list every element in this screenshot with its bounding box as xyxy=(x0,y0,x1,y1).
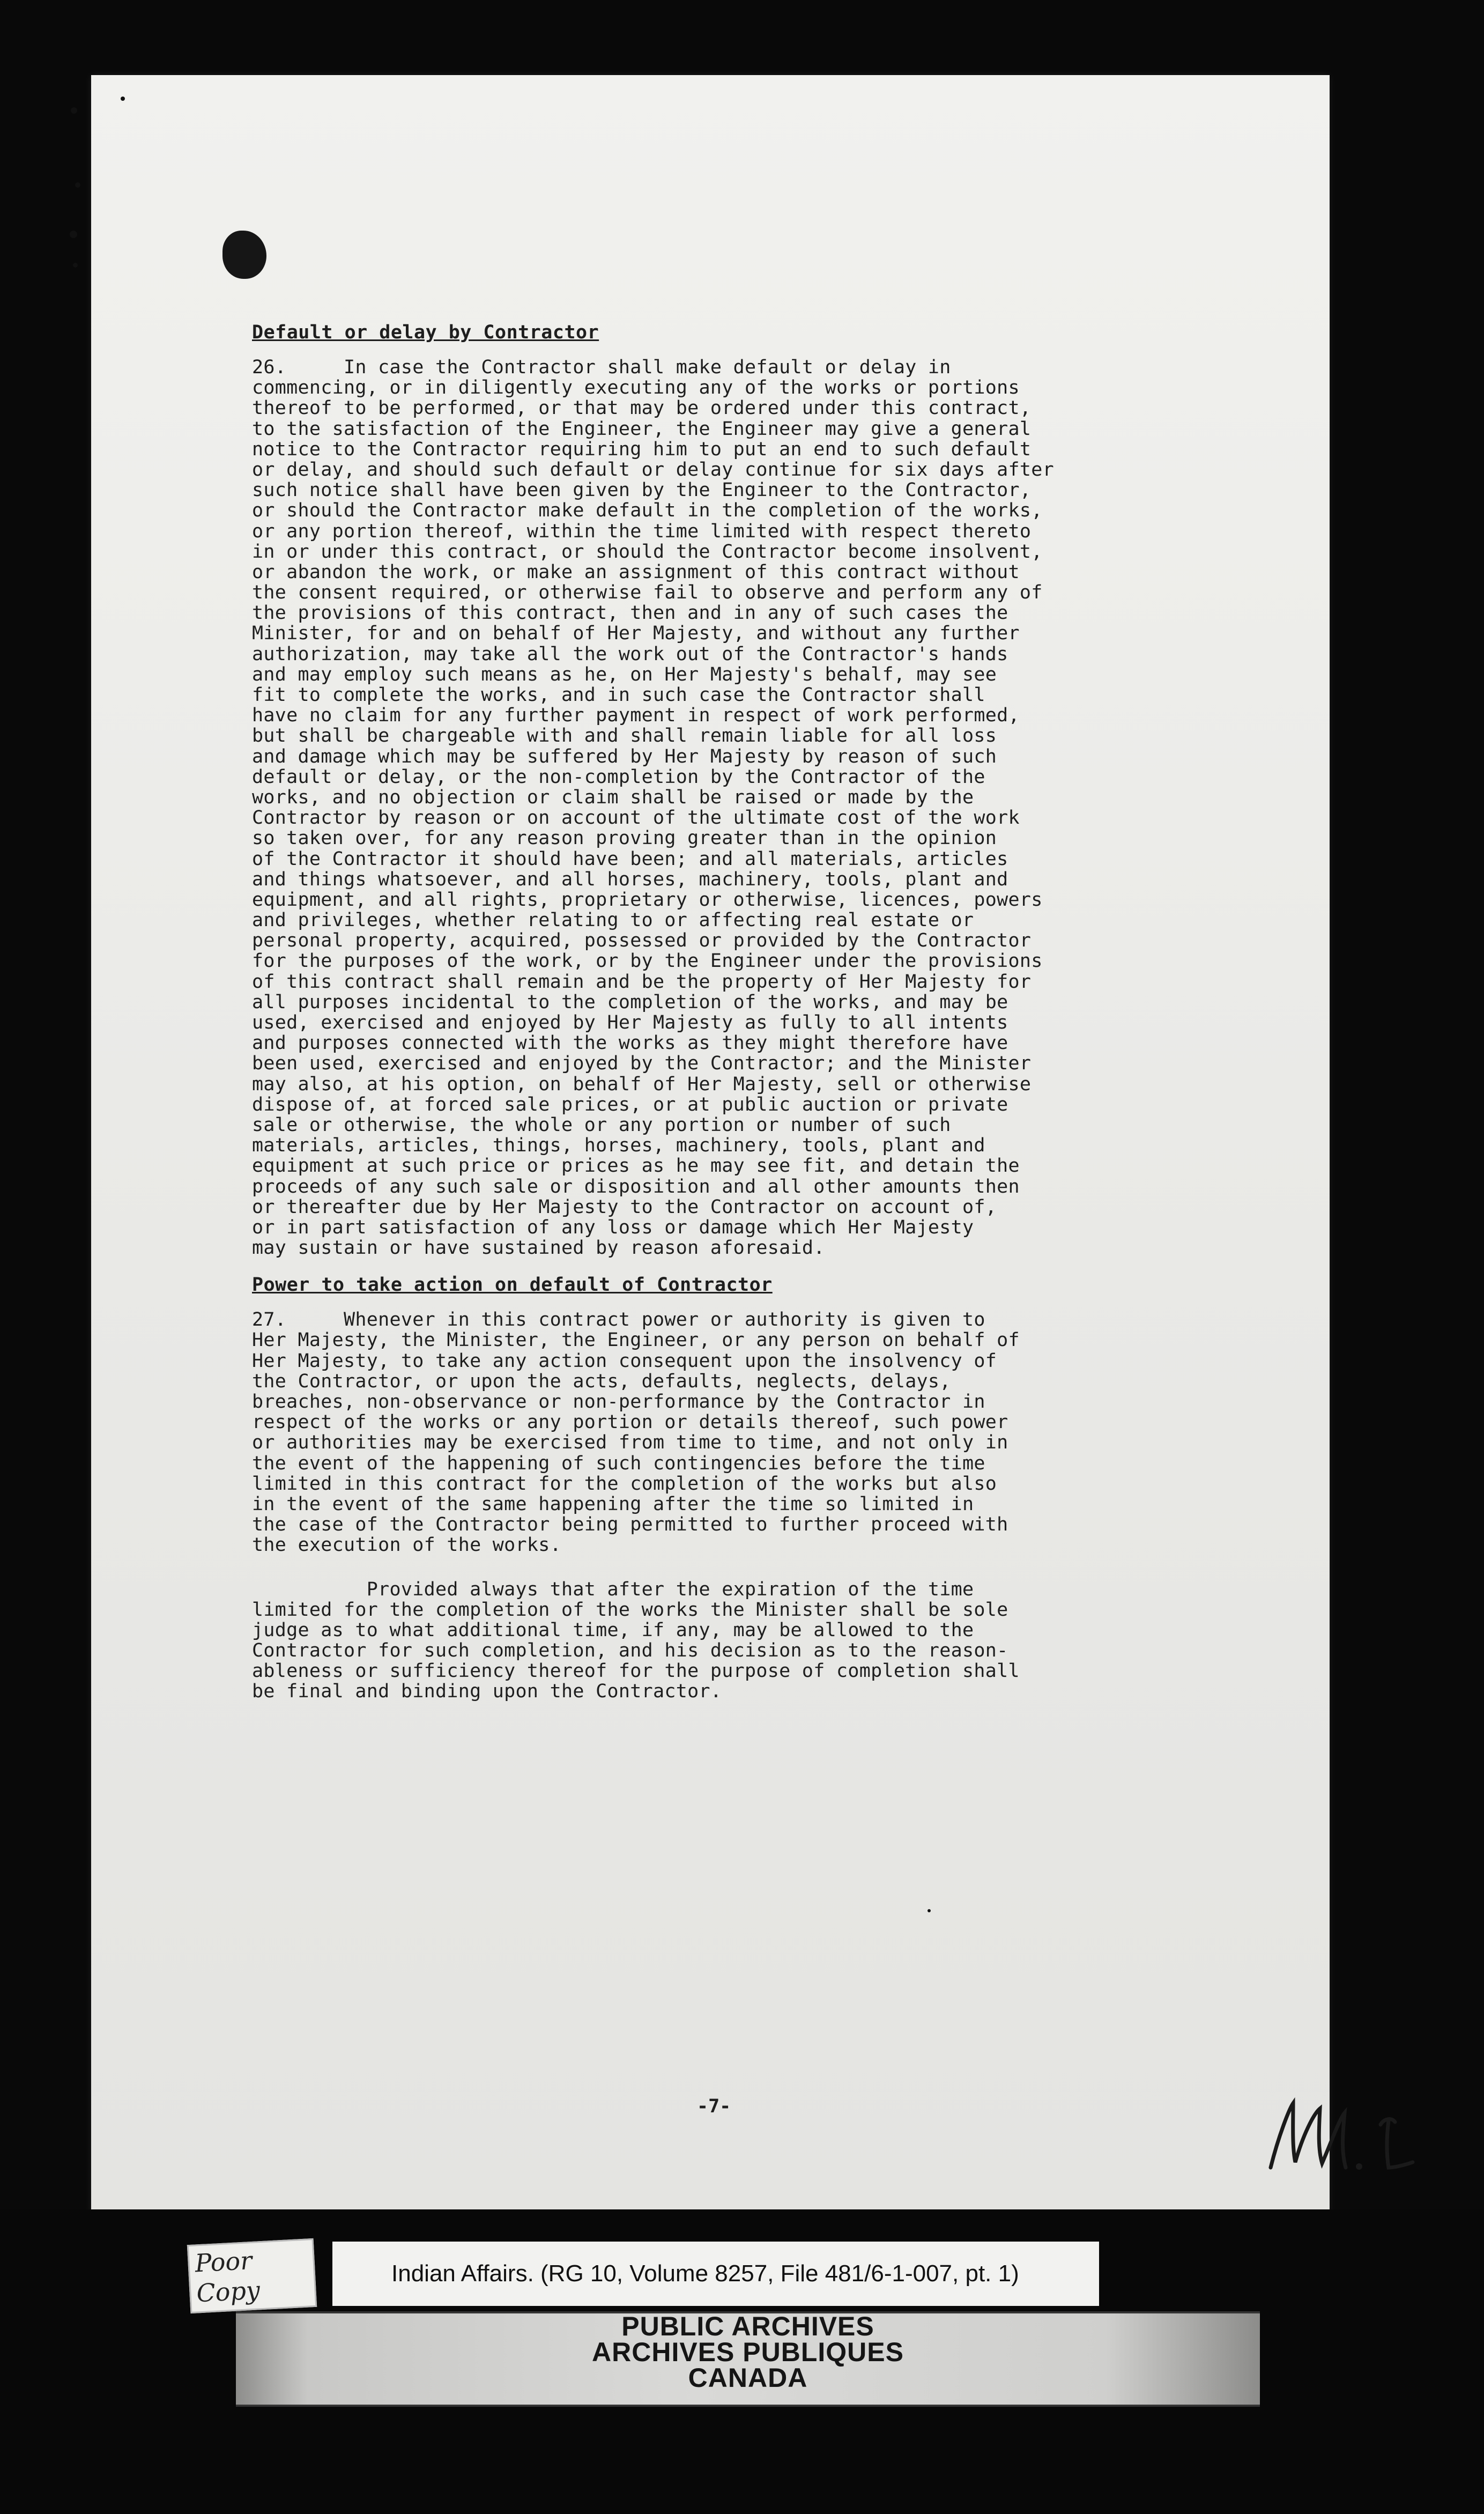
text-line: or in part satisfaction of any loss or damage which Her Majesty xyxy=(252,1216,974,1238)
text-line: respect of the works or any portion or details thereof, such power xyxy=(252,1411,1008,1433)
document-page xyxy=(91,75,1330,2215)
citation-text: Indian Affairs. (RG 10, Volume 8257, File 481/6-1-007, pt. 1) xyxy=(391,2260,1019,2287)
text-line: dispose of, at forced sale prices, or at public auction or private xyxy=(252,1093,1008,1115)
page-number: -7- xyxy=(697,2096,731,2117)
text-line: or authorities may be exercised from time to time, and not only in xyxy=(252,1432,1008,1454)
stamp-line-1: PUBLIC ARCHIVES xyxy=(621,2311,874,2341)
text-line: 27. Whenever in this contract power or authority is given to xyxy=(252,1309,985,1331)
text-line: Her Majesty, to take any action consequent upon the insolvency of xyxy=(252,1350,997,1372)
punch-hole-mark xyxy=(222,231,266,279)
poor-copy-line1: Poor xyxy=(194,2246,253,2278)
section-26-paragraph xyxy=(252,357,1244,1258)
text-line: or abandon the work, or make an assignment of this contract without xyxy=(252,561,1020,583)
text-line: in or under this contract, or should the Contractor become insolvent, xyxy=(252,541,1043,563)
text-line: thereof to be performed, or that may be ordered under this contract, xyxy=(252,397,1032,419)
text-line: and purposes connected with the works as they might therefore have xyxy=(252,1032,1008,1054)
section-27-paragraph xyxy=(252,1310,1244,1555)
text-line: the case of the Contractor being permitted to further proceed with xyxy=(252,1514,1008,1536)
text-line: such notice shall have been given by the Engineer to the Contractor, xyxy=(252,479,1032,501)
text-line: Minister, for and on behalf of Her Majesty, and without any further xyxy=(252,623,1020,645)
text-line: and may employ such means as he, on Her Majesty's behalf, may see xyxy=(252,663,997,685)
text-line: all purposes incidental to the completion of the works, and may be xyxy=(252,991,1008,1013)
text-line: authorization, may take all the work out of the Contractor's hands xyxy=(252,643,1008,665)
text-line: and privileges, whether relating to or affecting real estate or xyxy=(252,910,974,931)
public-archives-stamp xyxy=(236,2311,1260,2407)
text-line: 26. In case the Contractor shall make default or delay in xyxy=(252,357,951,378)
poor-copy-line2: Copy xyxy=(196,2275,261,2308)
text-line: of this contract shall remain and be the property of Her Majesty for xyxy=(252,971,1032,993)
section-26-heading: Default or delay by Contractor xyxy=(252,322,599,343)
text-line: be final and binding upon the Contractor. xyxy=(252,1681,722,1703)
stamp-text xyxy=(236,2313,1260,2391)
text-line: proceeds of any such sale or disposition and all other amounts then xyxy=(252,1175,1020,1197)
text-line: Contractor by reason or on account of the ultimate cost of the work xyxy=(252,807,1020,829)
stamp-line-2: ARCHIVES PUBLIQUES xyxy=(592,2337,904,2367)
text-line: works, and no objection or claim shall be raised or made by the xyxy=(252,786,974,808)
text-line: commencing, or in diligently executing any of the works or portions xyxy=(252,377,1020,399)
text-line: or any portion thereof, within the time limited with respect thereto xyxy=(252,520,1032,542)
text-line: personal property, acquired, possessed or provided by the Contractor xyxy=(252,930,1032,952)
text-line: Her Majesty, the Minister, the Engineer, or any person on behalf of xyxy=(252,1329,1020,1351)
text-line: sale or otherwise, the whole or any portion or number of such xyxy=(252,1114,951,1136)
text-line: materials, articles, things, horses, machinery, tools, plant and xyxy=(252,1135,985,1157)
text-line: and things whatsoever, and all horses, machinery, tools, plant and xyxy=(252,868,1008,890)
text-line: and damage which may be suffered by Her Majesty by reason of such xyxy=(252,745,997,767)
text-line: to the satisfaction of the Engineer, the Engineer may give a general xyxy=(252,418,1032,440)
text-line: Contractor for such completion, and his decision as to the reason- xyxy=(252,1640,1008,1662)
text-line: but shall be chargeable with and shall remain liable for all loss xyxy=(252,725,997,747)
text-line: of the Contractor it should have been; and all materials, articles xyxy=(252,848,1008,870)
document-body xyxy=(252,322,1244,1702)
text-line: in the event of the same happening after the time so limited in xyxy=(252,1493,974,1515)
text-line: equipment, and all rights, proprietary or otherwise, licences, powers xyxy=(252,889,1043,911)
text-line: or should the Contractor make default in the completion of the works, xyxy=(252,500,1043,522)
text-line: or thereafter due by Her Majesty to the Contractor on account of, xyxy=(252,1196,997,1218)
section-27-heading: Power to take action on default of Contractor xyxy=(252,1274,773,1296)
text-line: so taken over, for any reason proving greater than in the opinion xyxy=(252,827,997,849)
handwritten-initials xyxy=(1260,2087,1437,2184)
text-line: used, exercised and enjoyed by Her Majesty as fully to all intents xyxy=(252,1012,1008,1033)
text-line: ableness or sufficiency thereof for the purpose of completion shall xyxy=(252,1660,1020,1682)
proviso-paragraph xyxy=(252,1579,1244,1702)
text-line: fit to complete the works, and in such case the Contractor shall xyxy=(252,684,985,706)
text-line: default or delay, or the non-completion by the Contractor of the xyxy=(252,766,985,788)
text-line: or delay, and should such default or delay continue for six days after xyxy=(252,459,1055,480)
text-line: breaches, non-observance or non-performance by the Contractor in xyxy=(252,1391,985,1413)
text-line: the Contractor, or upon the acts, defaults, neglects, delays, xyxy=(252,1370,951,1392)
text-line: been used, exercised and enjoyed by the Contractor; and the Minister xyxy=(252,1053,1032,1075)
archive-citation xyxy=(332,2242,1099,2306)
text-line: limited in this contract for the completion of the works but also xyxy=(252,1473,997,1495)
text-line: have no claim for any further payment in respect of work performed, xyxy=(252,705,1020,727)
poor-copy-tag xyxy=(187,2238,317,2313)
text-line: judge as to what additional time, if any, may be allowed to the xyxy=(252,1619,974,1641)
text-line: notice to the Contractor requiring him to put an end to such default xyxy=(252,438,1032,460)
text-line: Provided always that after the expiration of the time xyxy=(252,1578,974,1600)
stamp-line-3: CANADA xyxy=(688,2363,808,2393)
text-line: may also, at his option, on behalf of Her Majesty, sell or otherwise xyxy=(252,1073,1032,1095)
text-line: the consent required, or otherwise fail to observe and perform any of xyxy=(252,582,1043,604)
text-line: equipment at such price or prices as he may see fit, and detain the xyxy=(252,1155,1020,1177)
text-line: for the purposes of the work, or by the Engineer under the provisions xyxy=(252,950,1043,972)
text-line: limited for the completion of the works the Minister shall be sole xyxy=(252,1599,1008,1621)
text-line: the provisions of this contract, then and in any of such cases the xyxy=(252,602,1008,624)
text-line: may sustain or have sustained by reason aforesaid. xyxy=(252,1237,825,1259)
text-line: the execution of the works. xyxy=(252,1534,562,1556)
text-line: the event of the happening of such contingencies before the time xyxy=(252,1452,985,1474)
